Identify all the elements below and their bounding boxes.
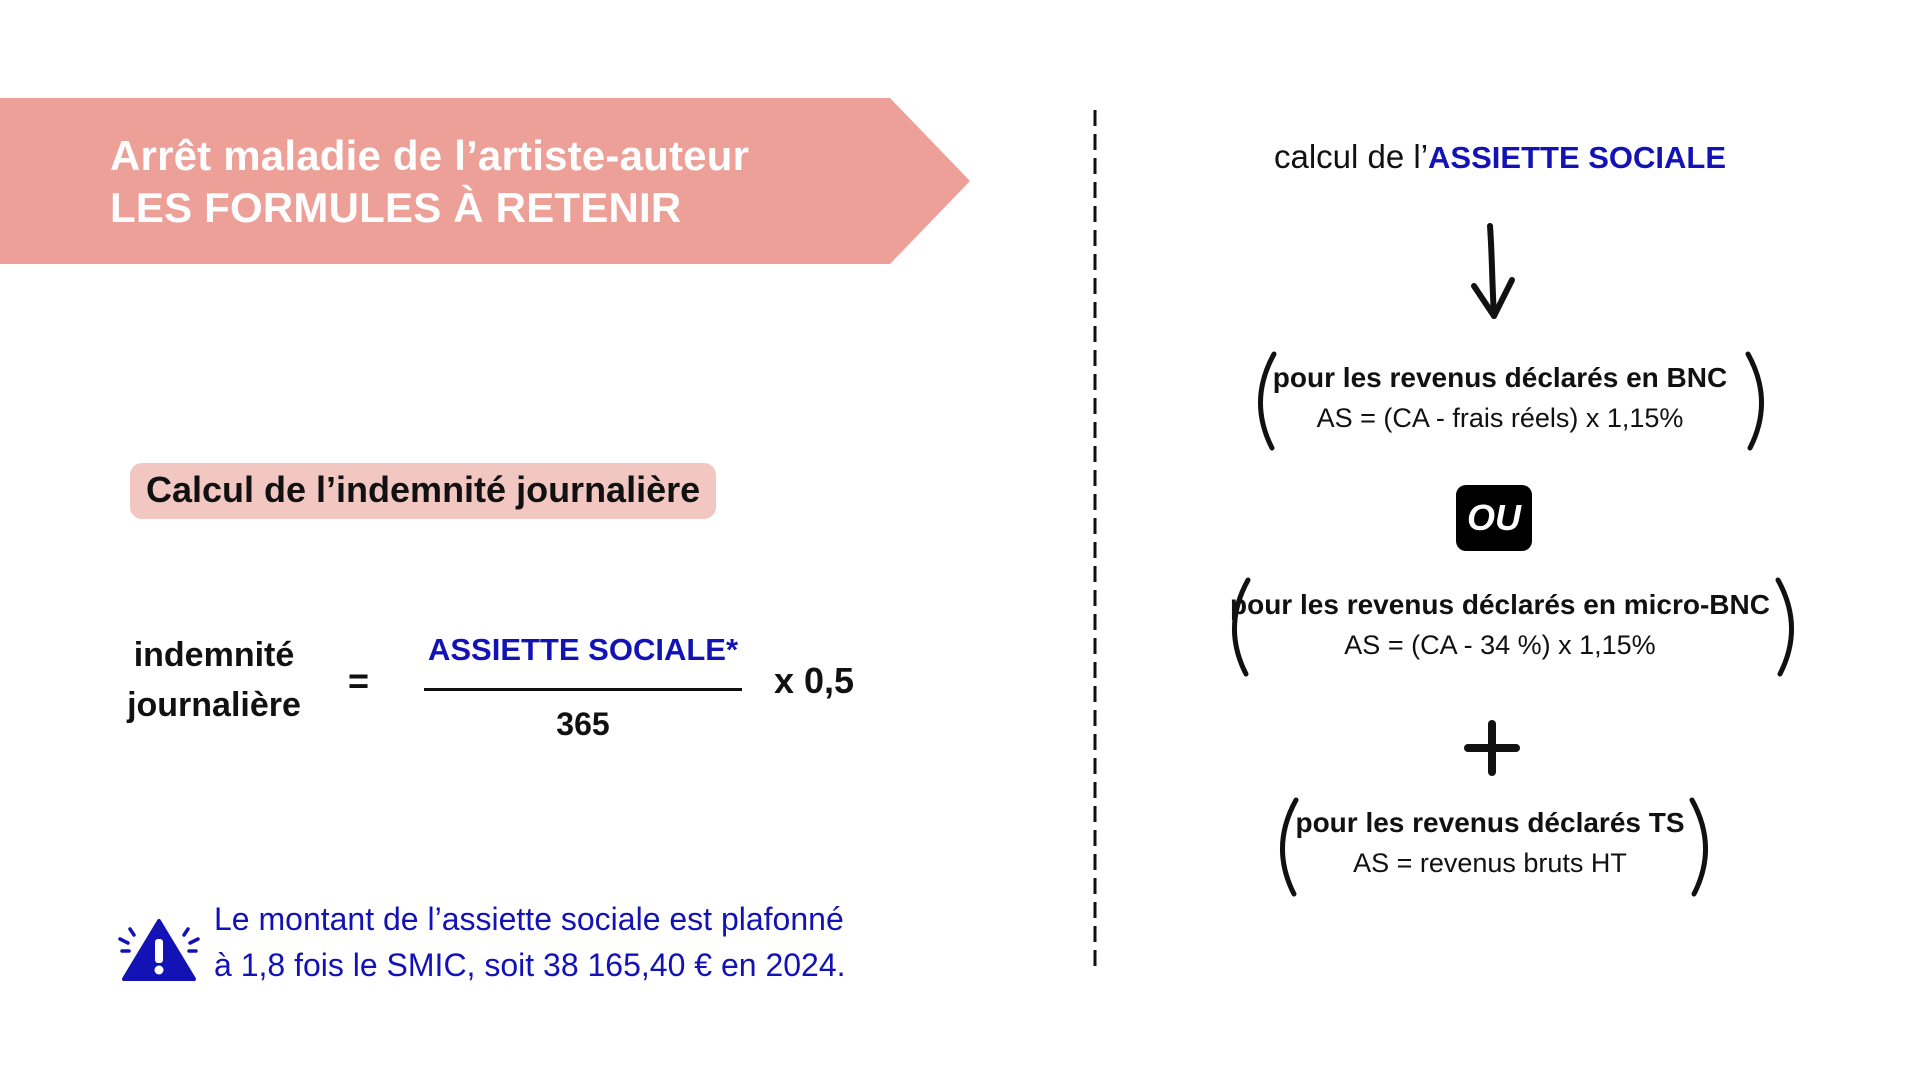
fraction-bar xyxy=(424,688,742,691)
bnc-formula: AS = (CA - frais réels) x 1,15% xyxy=(1316,403,1684,433)
formula-equals-sign: = xyxy=(348,660,370,701)
ts-heading: pour les revenus déclarés TS xyxy=(1295,807,1685,838)
warning-icon xyxy=(118,917,200,981)
section-label: Calcul de l’indemnité journalière xyxy=(130,463,716,519)
dashed-divider xyxy=(1092,110,1098,970)
left-paren-icon xyxy=(1268,796,1302,898)
right-paren-icon xyxy=(1772,576,1806,678)
arrow-down-icon xyxy=(1468,222,1518,322)
right-paren-icon xyxy=(1742,350,1776,452)
micro-bnc-formula-block xyxy=(1230,585,1770,665)
ou-badge: OU xyxy=(1456,485,1532,551)
warning-note-line2: à 1,8 fois le SMIC, soit 38 165,40 € en 2024. xyxy=(214,947,846,983)
banner-title: Arrêt maladie de l’artiste-auteur xyxy=(110,132,750,179)
micro-bnc-formula: AS = (CA - 34 %) x 1,15% xyxy=(1344,630,1656,660)
micro-bnc-heading: pour les revenus déclarés en micro-BNC xyxy=(1230,589,1770,620)
calc-title-strong: ASSIETTE SOCIALE xyxy=(1428,140,1727,175)
header-banner xyxy=(0,98,970,264)
formula-denominator: 365 xyxy=(556,706,610,742)
bnc-formula-block xyxy=(1250,358,1750,438)
ts-formula: AS = revenus bruts HT xyxy=(1353,848,1627,878)
ts-formula-block xyxy=(1280,803,1700,883)
calc-title xyxy=(1150,138,1850,176)
formula-lhs-line1: indemnité xyxy=(133,636,295,674)
formula-lhs-line2: journalière xyxy=(127,686,301,724)
bnc-heading: pour les revenus déclarés en BNC xyxy=(1272,362,1728,393)
left-paren-icon xyxy=(1220,576,1254,678)
calc-title-prefix: calcul de l’ xyxy=(1273,138,1429,175)
banner-arrow-shape xyxy=(0,98,970,264)
formula-lhs xyxy=(114,630,314,730)
banner-subtitle: LES FORMULES À RETENIR xyxy=(110,184,682,231)
plus-icon xyxy=(1464,720,1520,776)
right-paren-icon xyxy=(1686,796,1720,898)
warning-note-line1: Le montant de l’assiette sociale est plafonné xyxy=(214,901,844,937)
warning-note xyxy=(214,896,846,988)
left-paren-icon xyxy=(1246,350,1280,452)
formula-numerator: ASSIETTE SOCIALE* xyxy=(427,632,739,667)
formula-multiplier: x 0,5 xyxy=(774,660,855,701)
